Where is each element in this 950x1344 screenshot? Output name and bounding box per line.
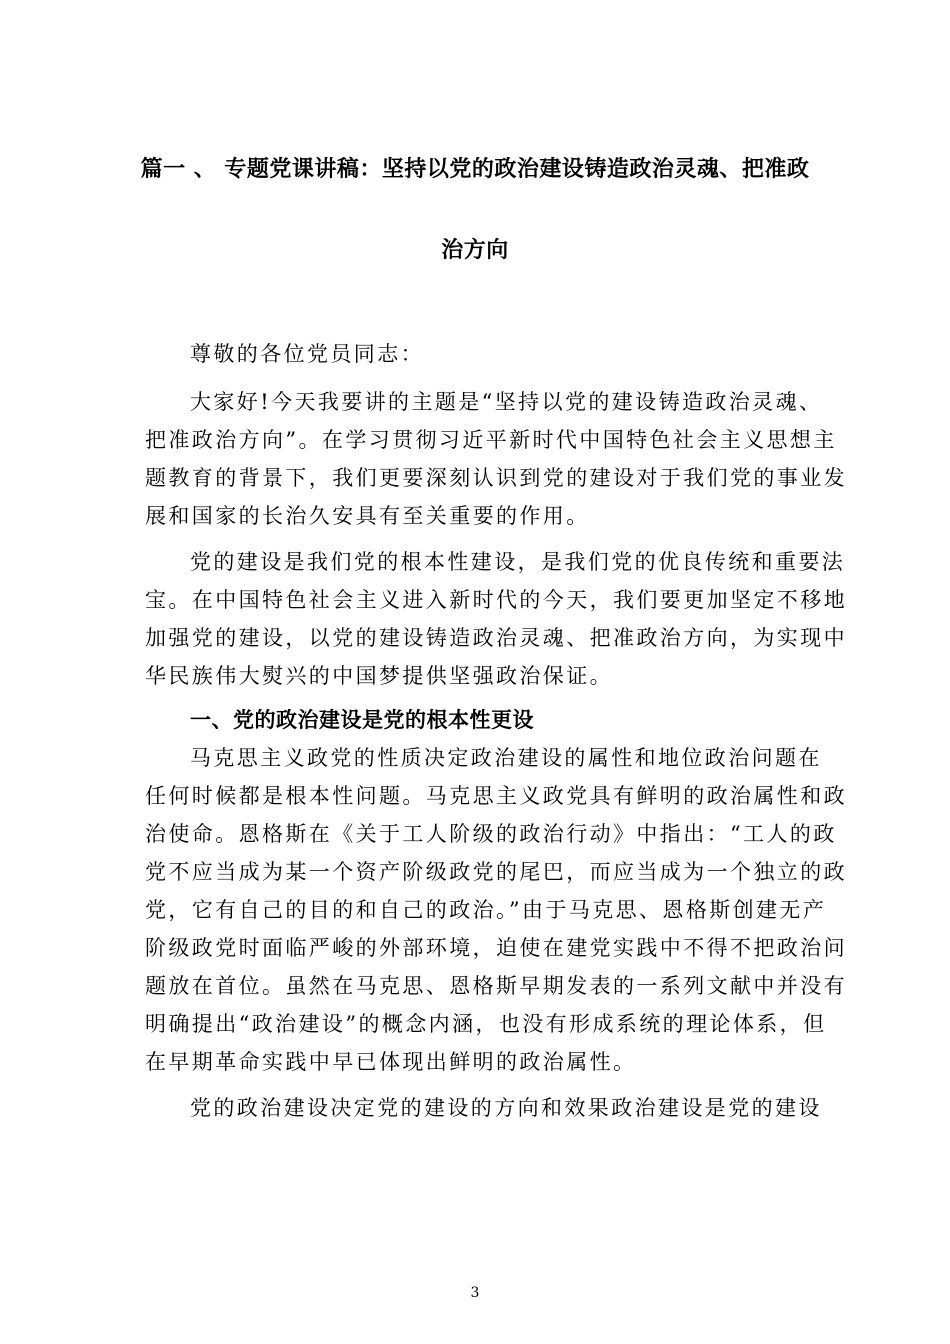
paragraph-line: 加强党的建设，以党的建设铸造政治灵魂、把准政治方向，为实现中: [145, 626, 847, 650]
page-number: 3: [470, 1285, 480, 1301]
paragraph-line: 大家好!今天我要讲的主题是“坚持以党的建设铸造政治灵魂、: [190, 390, 823, 414]
section-heading: 一、党的政治建设是党的根本性更设: [190, 708, 534, 732]
paragraph-line: 马克思主义政党的性质决定政治建设的属性和地位政治问题在: [190, 746, 822, 770]
paragraph-line: 题放在首位。虽然在马克思、恩格斯早期发表的一系列文献中并没有: [145, 974, 847, 998]
paragraph-line: 题教育的背景下，我们更要深刻认识到党的建设对于我们党的事业发: [145, 466, 847, 490]
title-line-1: 篇一 、 专题党课讲稿：坚持以党的政治建设铸造政治灵魂、把准政: [140, 157, 810, 182]
paragraph-line: 阶级政党时面临严峻的外部环境，迫使在建党实践中不得不把政治问: [145, 936, 847, 960]
salutation: 尊敬的各位党员同志：: [190, 342, 424, 366]
paragraph-line: 把准政治方向”。在学习贯彻习近平新时代中国特色社会主义思想主: [145, 428, 837, 452]
paragraph-line: 在早期革命实践中早已体现出鲜明的政治属性。: [145, 1050, 637, 1074]
paragraph-line: 党的政治建设决定党的建设的方向和效果政治建设是党的建设: [190, 1096, 822, 1120]
paragraph-line: 华民族伟大熨兴的中国梦提供坚强政治保证。: [145, 664, 613, 688]
paragraph-line: 展和国家的长治久安具有至关重要的作用。: [145, 504, 590, 528]
title-line-2: 治方向: [441, 238, 509, 263]
paragraph-line: 党不应当成为某一个资产阶级政党的尾巴，而应当成为一个独立的政: [145, 860, 847, 884]
paragraph-line: 党，它有自己的目的和自己的政治。”由于马克思、恩格斯创建无产: [145, 898, 827, 922]
paragraph-line: 宝。在中国特色社会主义进入新时代的今天，我们要更加坚定不移地: [145, 588, 847, 612]
paragraph-line: 明确提出“政治建设”的概念内涵，也没有形成系统的理论体系，但: [145, 1012, 827, 1036]
paragraph-line: 治使命。恩格斯在《关于工人阶级的政治行动》中指出：“工人的政: [145, 822, 837, 846]
paragraph-line: 党的建设是我们党的根本性建设，是我们党的优良传统和重要法: [190, 550, 846, 574]
paragraph-line: 任何时候都是根本性问题。马克思主义政党具有鲜明的政治属性和政: [145, 784, 847, 808]
